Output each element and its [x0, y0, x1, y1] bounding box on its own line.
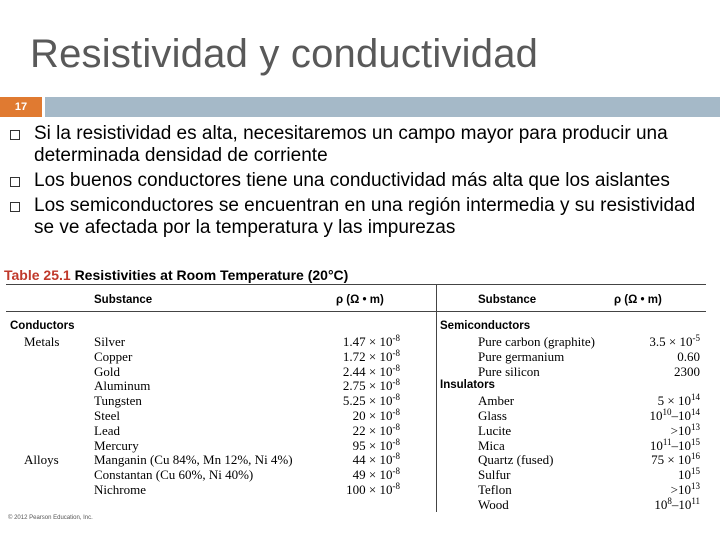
- right-rho-header: ρ (Ω • m): [614, 294, 662, 306]
- mantissa: 10: [678, 467, 691, 483]
- resistivity-value: [677, 349, 700, 365]
- mantissa: 20: [352, 408, 369, 423]
- substance-name: Lucite: [478, 422, 512, 438]
- substance-name: Gold: [94, 363, 120, 379]
- substance-name: Silver: [94, 334, 126, 349]
- semiconductors-heading: Semiconductors: [440, 320, 531, 332]
- mantissa: 2300: [674, 363, 700, 379]
- mantissa: –10: [671, 437, 691, 453]
- exponent: -8: [392, 436, 400, 447]
- substance-name: Sulfur: [478, 467, 511, 483]
- table-top-rule: [6, 284, 706, 285]
- bullet-item: [0, 170, 720, 192]
- bullet-item: [0, 195, 720, 239]
- substance-name: Tungsten: [94, 393, 142, 409]
- bullet-square-icon: [10, 202, 20, 212]
- conductors-heading: Conductors: [10, 320, 75, 332]
- exponent: -8: [392, 333, 400, 343]
- mantissa: 49: [352, 467, 369, 483]
- resistivity-table: [0, 265, 720, 540]
- mantissa: 10: [649, 437, 663, 453]
- mantissa: × 10: [368, 422, 393, 438]
- substance-name: Constantan (Cu 60%, Ni 40%): [94, 467, 254, 483]
- bullet-square-icon: [10, 177, 20, 187]
- mantissa: 22: [352, 422, 369, 438]
- table-label: Table 25.1: [4, 267, 71, 283]
- mantissa: –10: [671, 496, 692, 512]
- mantissa: 100: [346, 482, 369, 497]
- substance-name: Wood: [478, 496, 509, 512]
- substance-name: Aluminum: [94, 378, 151, 394]
- mantissa: 44: [352, 452, 369, 468]
- resistivity-value: [343, 349, 400, 365]
- mantissa: 5.25: [342, 393, 369, 409]
- exponent: -8: [392, 377, 400, 388]
- bullet-list: [0, 123, 720, 265]
- mantissa: × 10: [368, 437, 393, 453]
- exponent: 10: [662, 407, 672, 417]
- table-header-rule: [6, 311, 706, 312]
- exponent: 15: [691, 466, 700, 477]
- bullet-square-icon: [10, 130, 20, 140]
- mantissa: 1.72: [342, 348, 369, 364]
- exponent: 11: [662, 436, 672, 447]
- substance-name: Pure germanium: [478, 348, 565, 364]
- exponent: -8: [392, 466, 400, 477]
- exponent: -8: [392, 421, 400, 432]
- insulators-heading: Insulators: [440, 379, 495, 391]
- exponent: -8: [392, 481, 400, 491]
- bullet-text: Si la resistividad es alta, necesitaremos un campo mayor para producir una determinada densidad de corriente: [34, 123, 668, 166]
- substance-name: Glass: [478, 408, 507, 423]
- mantissa: × 10: [368, 378, 393, 394]
- slide-title: Resistividad y conductividad: [30, 32, 539, 76]
- exponent: 14: [691, 407, 700, 417]
- substance-name: Quartz (fused): [478, 452, 554, 468]
- bullet-text: Los semiconductores se encuentran en una región intermedia y su resistividad se ve afectada por la temperatura y las impurezas: [34, 195, 696, 238]
- mantissa: 95: [352, 437, 369, 453]
- table-caption-text: Resistivities at Room Temperature (20°C): [74, 267, 349, 283]
- substance-name: Manganin (Cu 84%, Mn 12%, Ni 4%): [94, 452, 293, 468]
- bullet-item: [0, 123, 720, 167]
- substance-name: Copper: [94, 348, 133, 364]
- mantissa: –10: [671, 408, 691, 423]
- resistivity-value: [649, 334, 700, 350]
- exponent: 11: [691, 495, 700, 506]
- exponent: -8: [392, 407, 400, 417]
- exponent: -5: [692, 333, 700, 343]
- exponent: -8: [392, 347, 400, 358]
- mantissa: 5 × 10: [657, 393, 691, 409]
- table-caption: [4, 267, 348, 283]
- resistivity-value: [674, 364, 700, 380]
- substance-name: Amber: [478, 393, 515, 409]
- mantissa: × 10: [368, 348, 393, 364]
- mantissa: × 10: [368, 334, 393, 349]
- mantissa: 10: [649, 408, 663, 423]
- exponent: 14: [691, 392, 700, 403]
- resistivity-value: [343, 334, 400, 350]
- mantissa: >10: [670, 482, 691, 497]
- mantissa: 1.47: [342, 334, 369, 349]
- slide-number: 17: [14, 101, 28, 113]
- group-label: Alloys: [24, 452, 59, 468]
- mantissa: 2.75: [342, 378, 369, 394]
- substance-name: Pure silicon: [478, 363, 540, 379]
- mantissa: 3.5 × 10: [649, 334, 693, 349]
- substance-name: Teflon: [478, 482, 512, 497]
- substance-name: Steel: [94, 408, 120, 423]
- exponent: -8: [392, 362, 400, 373]
- exponent: 13: [691, 481, 700, 491]
- bullet-text: Los buenos conductores tiene una conductividad más alta que los aislantes: [34, 170, 670, 191]
- mantissa: 2.44: [342, 363, 369, 379]
- mantissa: × 10: [368, 452, 393, 468]
- resistivity-value: [343, 393, 400, 409]
- mantissa: × 10: [368, 408, 393, 423]
- exponent: 8: [667, 495, 672, 506]
- mantissa: × 10: [368, 393, 393, 409]
- mantissa: × 10: [368, 363, 393, 379]
- mantissa: >10: [670, 422, 691, 438]
- left-rho-header: ρ (Ω • m): [336, 294, 384, 306]
- mantissa: × 10: [368, 482, 393, 497]
- table-column-divider: [436, 284, 437, 512]
- mantissa: 0.60: [677, 348, 700, 364]
- mantissa: 75 × 10: [651, 452, 691, 468]
- mantissa: 10: [654, 496, 668, 512]
- substance-name: Mica: [478, 437, 505, 453]
- mantissa: × 10: [368, 467, 393, 483]
- left-substance-header: Substance: [94, 294, 153, 306]
- header-divider-bar: [45, 97, 720, 117]
- substance-name: Lead: [94, 422, 120, 438]
- exponent: -8: [392, 451, 400, 462]
- exponent: -8: [392, 392, 400, 403]
- exponent: 15: [691, 436, 700, 447]
- right-substance-header: Substance: [478, 294, 537, 306]
- exponent: 13: [691, 421, 700, 432]
- group-label: Metals: [24, 334, 60, 349]
- exponent: 16: [691, 451, 700, 462]
- substance-name: Pure carbon (graphite): [478, 334, 595, 349]
- resistivity-value: [654, 497, 700, 513]
- substance-name: Nichrome: [94, 482, 146, 497]
- resistivity-value: [343, 378, 400, 394]
- copyright-text: © 2012 Pearson Education, Inc.: [8, 515, 93, 521]
- resistivity-value: [346, 482, 400, 498]
- substance-name: Mercury: [94, 437, 139, 453]
